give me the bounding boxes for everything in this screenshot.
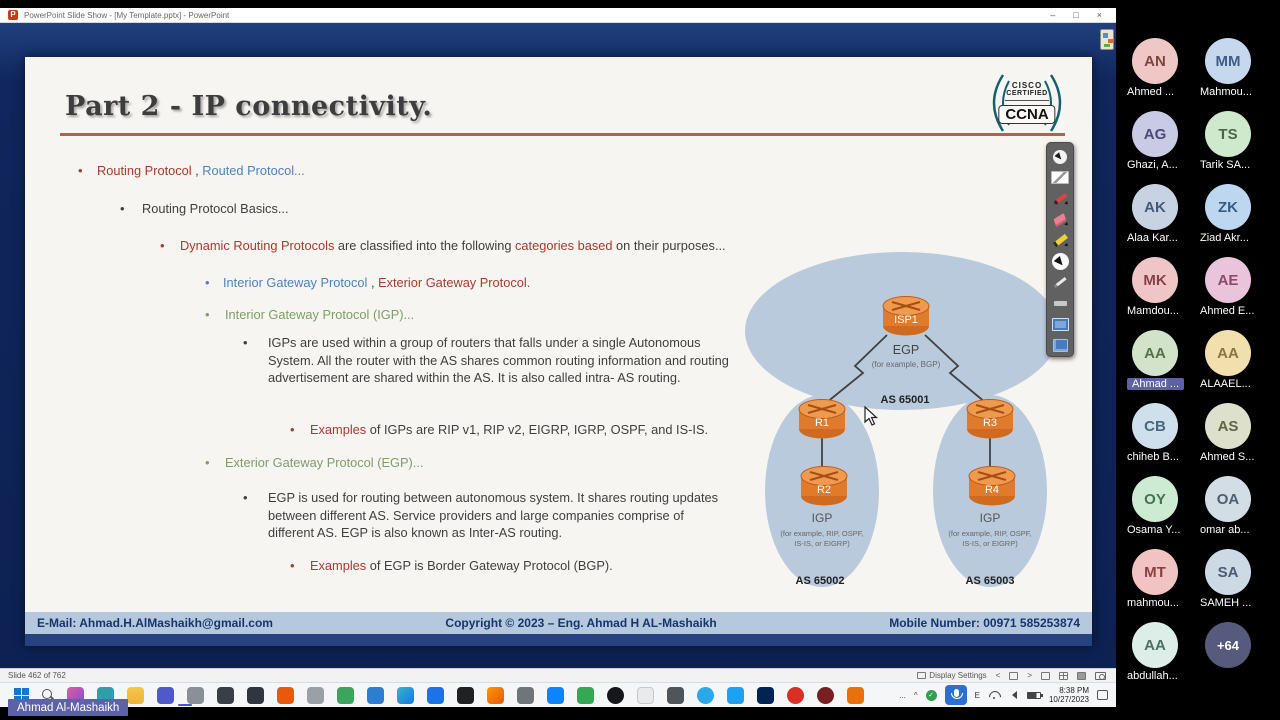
participant-tile[interactable] xyxy=(1191,330,1264,403)
taskbar-app-icon[interactable] xyxy=(397,687,414,704)
wifi-icon[interactable] xyxy=(988,691,1000,700)
monitor-icon xyxy=(917,672,926,679)
participant-avatar[interactable] xyxy=(1132,111,1178,157)
participant-tile[interactable] xyxy=(1191,38,1264,111)
participant-initials: AS xyxy=(1217,417,1239,435)
igp-right-sub2: IS-IS, or EIGRP) xyxy=(962,539,1018,548)
taskbar-app-icon[interactable] xyxy=(727,687,744,704)
participant-initials: AA xyxy=(1144,636,1166,654)
notification-icon[interactable] xyxy=(1097,690,1108,700)
taskbar-app-icon[interactable] xyxy=(637,687,654,704)
footer-copyright: Copyright © 2023 – Eng. Ahmad H AL-Mashaikh xyxy=(445,616,717,630)
window-title: PowerPoint Slide Show - [My Template.pptx] - PowerPoint xyxy=(24,10,230,20)
window-titlebar xyxy=(0,8,1116,23)
participant-avatar[interactable] xyxy=(1205,403,1251,449)
footer-mobile: Mobile Number: 00971 585253874 xyxy=(889,616,1080,630)
taskbar-app-icon[interactable] xyxy=(217,687,234,704)
annotation-tool[interactable] xyxy=(1049,295,1071,312)
participant-initials: MK xyxy=(1143,271,1167,289)
annotation-tool[interactable] xyxy=(1049,316,1071,333)
participant-initials: CB xyxy=(1144,417,1166,435)
egp-label: EGP xyxy=(892,343,920,357)
svg-text:R3: R3 xyxy=(982,417,998,429)
text-segment: of EGP is Border Gateway Protocol (BGP). xyxy=(366,558,613,573)
participant-initials: OY xyxy=(1144,490,1166,508)
as65002-label: AS 65002 xyxy=(795,575,845,587)
participant-initials: AG xyxy=(1143,125,1167,143)
annotation-tool[interactable] xyxy=(1049,337,1071,354)
text-segment: are classified into the following xyxy=(334,238,516,253)
participant-tile[interactable] xyxy=(1191,622,1264,695)
participant-name: Mahmou... xyxy=(1200,86,1252,98)
participant-name: Tarik SA... xyxy=(1200,159,1251,171)
taskbar-app-icon[interactable] xyxy=(187,687,204,704)
active-app-indicator xyxy=(178,704,192,706)
participant-name: Mamdou... xyxy=(1127,305,1179,317)
text-segment: on their purposes... xyxy=(612,238,726,253)
participant-initials: OA xyxy=(1216,490,1240,508)
annotation-tool[interactable] xyxy=(1049,232,1071,249)
taskbar-app-icon[interactable] xyxy=(577,687,594,704)
router-r2 xyxy=(799,465,849,507)
taskbar-app-icon[interactable] xyxy=(277,687,294,704)
footer-email: E-Mail: Ahmad.H.AlMashaikh@gmail.com xyxy=(37,616,273,630)
battery-icon[interactable] xyxy=(1027,692,1041,699)
taskbar-app-icon[interactable] xyxy=(847,687,864,704)
participant-tile[interactable] xyxy=(1191,184,1264,257)
tray-widget-icon[interactable] xyxy=(1100,29,1114,50)
view-icon[interactable] xyxy=(1041,672,1050,680)
participant-avatar[interactable] xyxy=(1132,38,1178,84)
participant-tile[interactable] xyxy=(1191,403,1264,476)
participant-tile[interactable] xyxy=(1118,330,1191,403)
ccna-badge-text: CCNA xyxy=(998,105,1055,124)
participant-initials: ZK xyxy=(1218,198,1238,216)
display-settings-button[interactable]: Display Settings xyxy=(917,671,986,680)
participant-tile[interactable] xyxy=(1118,476,1191,549)
annotation-tool[interactable] xyxy=(1049,169,1071,186)
taskbar-apps xyxy=(67,687,864,704)
participant-name: mahmou... xyxy=(1127,597,1179,609)
next-slide-button[interactable]: > xyxy=(1027,671,1032,680)
filled-view-icon[interactable] xyxy=(1077,672,1086,680)
participant-avatar[interactable] xyxy=(1205,38,1251,84)
speaker-icon[interactable] xyxy=(1008,691,1017,699)
participant-avatar[interactable] xyxy=(1132,330,1178,376)
text-segment: Interior Gateway Protocol (IGP)... xyxy=(225,307,415,322)
participant-initials: +64 xyxy=(1216,637,1240,653)
participant-name: Alaa Kar... xyxy=(1127,232,1178,244)
participant-tile[interactable] xyxy=(1118,111,1191,184)
text-segment: , xyxy=(367,275,379,290)
participant-initials: AA xyxy=(1144,344,1166,362)
igp-left-sub2: IS-IS, or EIGRP) xyxy=(794,539,850,548)
participant-tile[interactable] xyxy=(1191,111,1264,184)
participant-tile[interactable] xyxy=(1191,476,1264,549)
text-segment: Examples xyxy=(310,558,367,573)
ccna-cisco-text: CISCO xyxy=(1011,81,1043,90)
taskbar-app-icon[interactable] xyxy=(547,687,564,704)
participant-tile[interactable] xyxy=(1118,38,1191,111)
hidden-icons-chevron[interactable]: ^ xyxy=(913,690,918,700)
participant-name: chiheb B... xyxy=(1127,451,1179,463)
close-button[interactable]: × xyxy=(1096,10,1102,20)
participant-initials: AN xyxy=(1144,52,1166,70)
igp-right-sub1: (for example, RIP, OSPF, xyxy=(948,529,1032,538)
annotation-tool[interactable] xyxy=(1049,274,1071,291)
annotation-tool[interactable] xyxy=(1049,148,1071,165)
participant-avatar[interactable] xyxy=(1205,622,1251,668)
slide-footer-strip xyxy=(25,634,1092,646)
svg-text:ISP1: ISP1 xyxy=(894,314,918,326)
participant-avatar[interactable] xyxy=(1205,330,1251,376)
taskbar-app-icon[interactable] xyxy=(757,687,774,704)
participant-name: Ziad Akr... xyxy=(1200,232,1249,244)
clock-date: 10/27/2023 xyxy=(1048,695,1089,704)
slide-menu-icon[interactable] xyxy=(1009,672,1018,680)
taskbar-app-icon[interactable] xyxy=(607,687,624,704)
participant-name: Osama Y... xyxy=(1127,524,1181,536)
participant-avatar[interactable] xyxy=(1132,257,1178,303)
text-segment: of IGPs are RIP v1, RIP v2, EIGRP, IGRP, OSPF, and IS-IS. xyxy=(366,422,709,437)
text-segment: Exterior Gateway Protocol (EGP)... xyxy=(225,455,424,470)
text-segment: Routed Protocol... xyxy=(202,163,305,178)
participant-avatar[interactable] xyxy=(1205,549,1251,595)
presenter-name-tag: Ahmad Al-Mashaikh xyxy=(8,699,128,716)
taskbar-app-icon[interactable] xyxy=(367,687,384,704)
taskbar-app-icon[interactable] xyxy=(517,687,534,704)
participants-panel xyxy=(1118,38,1268,695)
previous-slide-button[interactable]: < xyxy=(995,671,1001,680)
participant-tile[interactable] xyxy=(1191,257,1264,330)
participant-avatar[interactable] xyxy=(1205,257,1251,303)
svg-text:R1: R1 xyxy=(814,417,830,429)
slide-footer xyxy=(25,612,1092,634)
slide-title: Part 2 - IP connectivity. xyxy=(65,91,433,122)
annotation-tool[interactable] xyxy=(1049,190,1071,207)
taskbar-app-icon[interactable] xyxy=(667,687,684,704)
taskbar-app-icon[interactable] xyxy=(247,687,264,704)
slide-counter: Slide 462 of 762 xyxy=(8,671,66,680)
bottom-strip xyxy=(0,707,1116,720)
taskbar-app-icon[interactable] xyxy=(787,687,804,704)
taskbar-more[interactable]: ... xyxy=(899,690,906,700)
annotation-toolbar xyxy=(1046,142,1074,357)
router-r3 xyxy=(965,398,1015,440)
taskbar-app-icon[interactable] xyxy=(487,687,504,704)
clock-time: 8:38 PM xyxy=(1059,685,1089,695)
taskbar xyxy=(0,682,1116,707)
microphone-button[interactable] xyxy=(945,685,967,705)
taskbar-clock[interactable] xyxy=(1049,686,1089,704)
text-segment: Routing Protocol xyxy=(97,163,192,178)
text-segment: Routing Protocol Basics... xyxy=(142,201,289,216)
text-segment: IGPs are used within a group of routers that falls under a single Autonomous System. All the router with the AS shares common routing information and routing advertisement are shared within the AS. It is also called intra- AS routing. xyxy=(268,335,729,386)
participant-name: Ahmad ... xyxy=(1127,378,1184,390)
participant-name: abdullah... xyxy=(1127,670,1178,682)
text-segment: Exterior Gateway Protocol. xyxy=(378,275,531,290)
participant-name: Ahmed ... xyxy=(1127,86,1175,98)
text-segment: EGP is used for routing between autonomous system. It shares routing updates between different AS. Service providers and large companies comprise of different AS. EGP is also known as Inter-AS routing. xyxy=(268,490,719,541)
slide xyxy=(25,57,1092,646)
svg-text:R4: R4 xyxy=(984,484,1000,496)
participant-name: Ahmed E... xyxy=(1200,305,1255,317)
participant-name: omar ab... xyxy=(1200,524,1250,536)
participant-avatar[interactable] xyxy=(1132,403,1178,449)
text-segment: Dynamic Routing Protocols xyxy=(180,238,335,253)
participant-initials: AA xyxy=(1217,344,1239,362)
powerpoint-icon: P xyxy=(8,10,18,20)
as65001-label: AS 65001 xyxy=(880,394,930,406)
taskbar-app-icon[interactable] xyxy=(427,687,444,704)
igp-left-label: IGP xyxy=(811,511,833,525)
text-segment: , xyxy=(191,163,203,178)
participant-tile[interactable] xyxy=(1191,549,1264,622)
participant-tile[interactable] xyxy=(1118,403,1191,476)
presenter-bar xyxy=(0,668,1116,682)
participant-tile[interactable] xyxy=(1118,622,1191,695)
participant-name: ALAAEL... xyxy=(1200,378,1251,390)
participant-initials: AE xyxy=(1217,271,1239,289)
projector-icon[interactable] xyxy=(1095,672,1106,680)
participant-tile[interactable] xyxy=(1118,257,1191,330)
tray-letter-icon[interactable]: E xyxy=(974,690,980,700)
participant-name: Ghazi, A... xyxy=(1127,159,1178,171)
taskbar-app-icon[interactable] xyxy=(697,687,714,704)
svg-text:R2: R2 xyxy=(816,484,832,496)
router-r4 xyxy=(967,465,1017,507)
participant-avatar[interactable] xyxy=(1132,476,1178,522)
taskbar-app-icon[interactable] xyxy=(457,687,474,704)
participant-initials: SA xyxy=(1217,563,1239,581)
participant-initials: MT xyxy=(1144,563,1166,581)
security-shield-icon[interactable]: ✓ xyxy=(926,690,937,701)
igp-left-sub1: (for example, RIP, OSPF, xyxy=(780,529,864,538)
annotation-tool[interactable] xyxy=(1049,211,1071,228)
text-segment: categories based xyxy=(515,238,613,253)
router-isp1 xyxy=(881,295,931,337)
participant-avatar[interactable] xyxy=(1132,184,1178,230)
taskbar-app-icon[interactable] xyxy=(307,687,324,704)
router-r1 xyxy=(797,398,847,440)
participant-avatar[interactable] xyxy=(1205,184,1251,230)
participant-tile[interactable] xyxy=(1118,184,1191,257)
grid-view-icon[interactable] xyxy=(1059,672,1068,680)
participant-name: Ahmed S... xyxy=(1200,451,1255,463)
participant-avatar[interactable] xyxy=(1205,476,1251,522)
taskbar-app-icon[interactable] xyxy=(817,687,834,704)
as65003-label: AS 65003 xyxy=(965,575,1015,587)
maximize-button[interactable]: □ xyxy=(1073,10,1079,20)
text-segment: Examples xyxy=(310,422,367,437)
minimize-button[interactable]: – xyxy=(1050,10,1056,20)
text-segment: Interior Gateway Protocol xyxy=(223,275,368,290)
participant-avatar[interactable] xyxy=(1205,111,1251,157)
participant-initials: MM xyxy=(1215,52,1241,70)
participant-tile[interactable] xyxy=(1118,549,1191,622)
ccna-certified-text: CERTIFIED xyxy=(1006,90,1048,97)
egp-sublabel: (for example, BGP) xyxy=(871,360,941,369)
participant-avatar[interactable] xyxy=(1132,622,1178,668)
taskbar-app-icon[interactable] xyxy=(157,687,174,704)
participant-avatar[interactable] xyxy=(1132,549,1178,595)
participant-initials: TS xyxy=(1218,125,1238,143)
taskbar-app-icon[interactable] xyxy=(337,687,354,704)
taskbar-app-icon[interactable] xyxy=(127,687,144,704)
participant-name: SAMEH ... xyxy=(1200,597,1252,609)
participant-initials: AK xyxy=(1144,198,1166,216)
igp-right-label: IGP xyxy=(979,511,1001,525)
annotation-tool[interactable] xyxy=(1049,253,1071,270)
